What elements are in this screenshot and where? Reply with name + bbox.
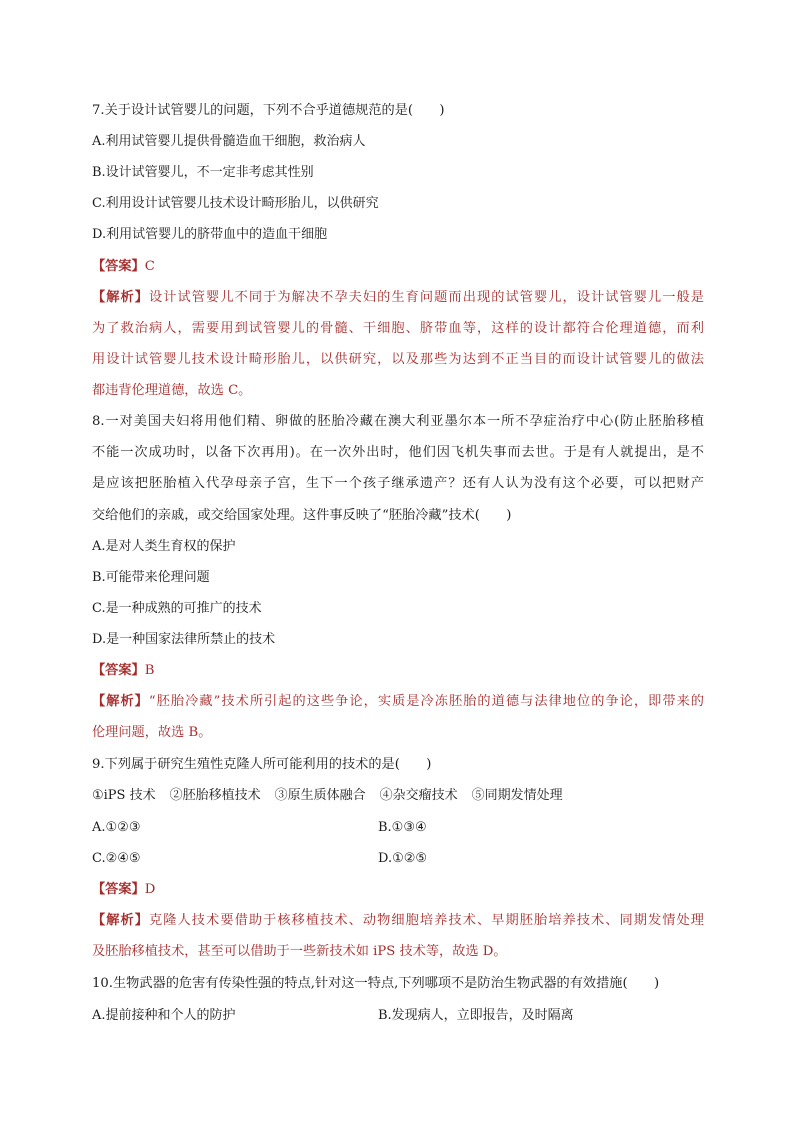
question-7-option-d: D.利用试管婴儿的脐带血中的造血干细胞	[92, 227, 328, 242]
answer-value: D	[144, 882, 156, 897]
question-8-stem-line-1: 8.一对美国夫妇将用他们精、卵做的胚胎冷藏在澳大利亚墨尔本一所不孕症治疗中心(防止胚胎移植	[92, 414, 704, 429]
question-8-option-d: D.是一种国家法律所禁止的技术	[92, 632, 276, 647]
question-8-analysis-line-1: 【解析】“胚胎冷藏”技术所引起的这些争论，实质是冷冻胚胎的道德与法律地位的争论，即带来的	[92, 694, 704, 709]
question-7-option-a: A.利用试管婴儿提供骨髓造血干细胞，救治病人	[92, 134, 366, 149]
question-9-answer	[92, 880, 155, 900]
item-2: ②胚胎移植技术	[169, 788, 261, 803]
analysis-tag: 【解析】	[92, 694, 149, 709]
question-9-analysis-line-1: 【解析】克隆人技术要借助于核移植技术、动物细胞培养技术、早期胚胎培养技术、同期发情处理	[92, 913, 704, 928]
item-4: ④杂交瘤技术	[379, 788, 458, 803]
question-9-option-b: B.①③④	[378, 820, 427, 835]
question-7-option-b: B.设计试管婴儿，不一定非考虑其性别	[92, 165, 314, 180]
item-5: ⑤同期发情处理	[471, 788, 563, 803]
answer-tag: 【答案】	[92, 259, 145, 274]
question-8-option-c: C.是一种成熟的可推广的技术	[92, 601, 262, 616]
question-7-option-c: C.利用设计试管婴儿技术设计畸形胎儿，以供研究	[92, 196, 379, 211]
question-7-analysis-line-3: 用设计试管婴儿技术设计畸形胎儿，以供研究，以及那些为达到不正当目的而设计试管婴儿的做法	[92, 352, 704, 367]
question-8-answer	[92, 661, 154, 681]
question-10-option-b: B.发现病人，立即报告，及时隔离	[378, 1008, 574, 1023]
answer-tag: 【答案】	[92, 882, 145, 897]
question-7-analysis-line-1: 【解析】设计试管婴儿不同于为解决不孕夫妇的生育问题而出现的试管婴儿，设计试管婴儿一般是	[92, 290, 704, 305]
question-8-analysis-line-2: 伦理问题，故选 B。	[92, 725, 212, 740]
question-9-option-a: A.①②③	[92, 820, 141, 835]
question-7-answer	[92, 257, 155, 277]
analysis-tag: 【解析】	[92, 290, 150, 305]
question-10-option-a: A.提前接种和个人的防护	[92, 1008, 236, 1023]
analysis-tag: 【解析】	[92, 913, 150, 928]
question-9-analysis-line-2: 及胚胎移植技术，甚至可以借助于一些新技术如 iPS 技术等，故选 D。	[92, 944, 507, 959]
question-10-stem: 10.生物武器的危害有传染性强的特点,针对这一特点,下列哪项不是防治生物武器的有效措施( )	[92, 976, 660, 991]
item-3: ③原生质体融合	[274, 788, 366, 803]
question-7-analysis-line-2: 为了救治病人，需要用到试管婴儿的骨髓、干细胞、脐带血等，这样的设计都符合伦理道德，而利	[92, 321, 704, 336]
answer-value: C	[144, 259, 155, 274]
item-1: ①iPS 技术	[92, 788, 156, 803]
question-8-option-a: A.是对人类生育权的保护	[92, 539, 236, 554]
question-9-option-d: D.①②⑤	[378, 851, 428, 866]
question-7-analysis-line-4: 都违背伦理道德，故选 C。	[92, 383, 252, 398]
question-7-stem: 7.关于设计试管婴儿的问题，下列不合乎道德规范的是( )	[92, 103, 445, 118]
question-8-stem-line-3: 是应该把胚胎植入代孕母亲子宫，生下一个孩子继承遗产？还有人认为没有这个必要，可以把财产	[92, 476, 704, 491]
question-9-items	[92, 786, 577, 806]
question-8-stem-line-2: 不能一次成功时，以备下次再用)。在一次外出时，他们因飞机失事而去世。于是有人就提出，是不	[92, 445, 704, 460]
question-9-stem: 9.下列属于研究生殖性克隆人所可能利用的技术的是( )	[92, 757, 432, 772]
question-9-option-c: C.②④⑤	[92, 851, 141, 866]
question-8-option-b: B.可能带来伦理问题	[92, 570, 210, 585]
answer-value: B	[144, 663, 155, 678]
question-8-stem-line-4: 交给他们的亲戚，或交给国家处理。这件事反映了“胚胎冷藏”技术( )	[92, 508, 512, 523]
answer-tag: 【答案】	[92, 663, 145, 678]
